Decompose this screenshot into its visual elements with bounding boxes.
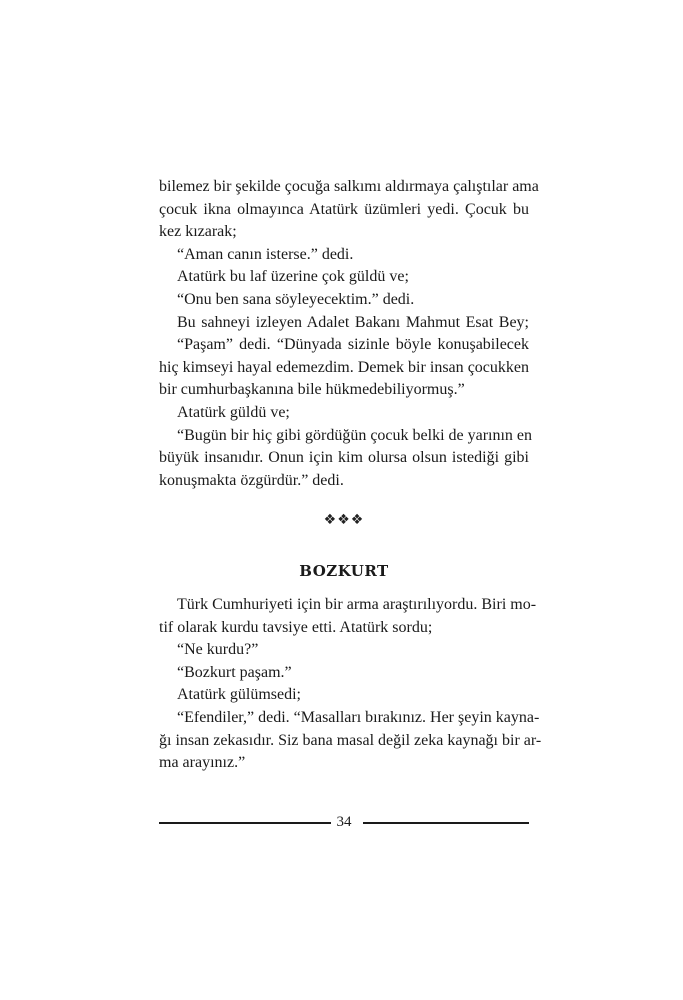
page-footer (159, 812, 529, 832)
section-ornament: ❖❖❖ (323, 512, 365, 528)
text-line: kez kızarak; (159, 223, 237, 241)
page-number: 34 (336, 814, 352, 830)
text-line: Atatürk bu laf üzerine çok güldü ve; (177, 268, 409, 286)
text-line: Atatürk gülümsedi; (177, 686, 301, 704)
section-title: BOZKURT (299, 562, 389, 580)
text-line: “Ne kurdu?” (177, 641, 259, 659)
text-line: hiç kimseyi hayal edemezdim. Demek bir insan çocukken (159, 358, 529, 376)
text-line: Türk Cumhuriyeti için bir arma araştırılıyordu. Biri mo- (177, 596, 537, 613)
story-text-2 (159, 594, 542, 775)
text-line: “Bugün bir hiç gibi gördüğün çocuk belki de yarının en (177, 426, 533, 444)
text-line: konuşmakta özgürdür.” dedi. (159, 471, 344, 489)
story-text-1 (159, 176, 539, 492)
text-line: tif olarak kurdu tavsiye etti. Atatürk sordu; (159, 618, 433, 636)
text-line: “Efendiler,” dedi. “Masalları bırakınız. Her şeyin kayna- (177, 708, 540, 726)
text-line: çocuk ikna olmayınca Atatürk üzümleri yedi. Çocuk bu (159, 200, 529, 218)
text-line: bilemez bir şekilde çocuğa salkımı aldırmaya çalıştılar ama (159, 178, 539, 195)
text-line: “Aman canın isterse.” dedi. (177, 245, 354, 263)
text-line: Atatürk güldü ve; (177, 403, 290, 421)
text-line: Bu sahneyi izleyen Adalet Bakanı Mahmut Esat Bey; (177, 313, 529, 331)
text-line: büyük insanıdır. Onun için kim olursa olsun istediği gibi (159, 449, 529, 467)
text-line: ğı insan zekasıdır. Siz bana masal değil zeka kaynağı bir ar- (159, 731, 542, 749)
text-line: “Bozkurt paşam.” (177, 663, 292, 681)
text-line: bir cumhurbaşkanına bile hükmedebiliyormuş.” (159, 381, 465, 399)
text-line: ma arayınız.” (159, 754, 246, 772)
text-line: “Paşam” dedi. “Dünyada sizinle böyle konuşabilecek (177, 336, 529, 354)
text-line: “Onu ben sana söyleyecektim.” dedi. (177, 290, 415, 308)
footer-rule-right (363, 822, 529, 824)
